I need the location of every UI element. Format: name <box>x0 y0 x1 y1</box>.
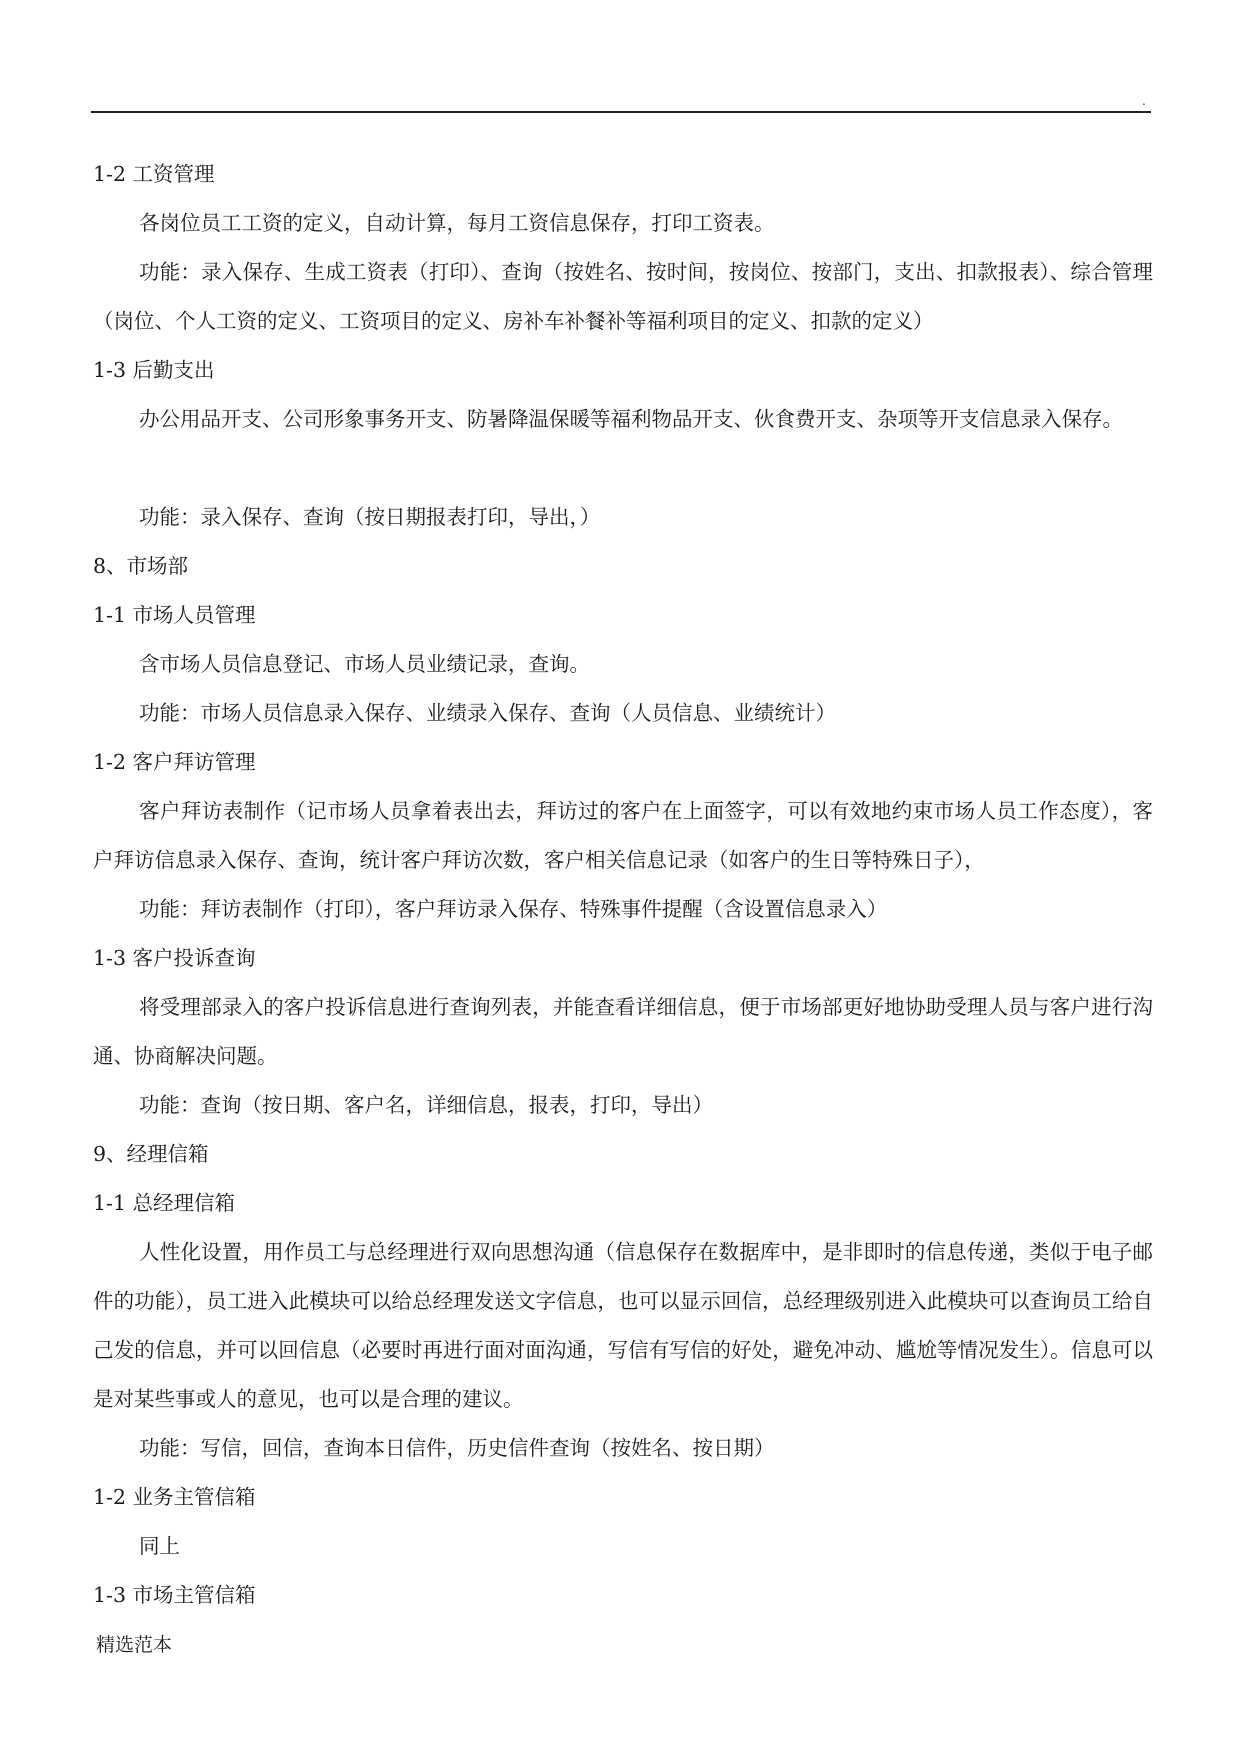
section-heading: 1-3 后勤支出 <box>93 358 215 382</box>
body-paragraph: 办公用品开支、公司形象事务开支、防暑降温保暖等福利物品开支、伙食费开支、杂项等开支信息录入保存。 <box>139 407 1123 431</box>
function-paragraph: 功能：录入保存、查询（按日期报表打印，导出，） <box>139 505 601 529</box>
section-heading: 1-3 市场主管信箱 <box>93 1583 256 1607</box>
body-paragraph: 客户拜访表制作（记市场人员拿着表出去，拜访过的客户在上面签字，可以有效地约束市场人员工作态度），客户拜访信息录入保存、查询，统计客户拜访次数，客户相关信息记录（如客户的生日等特殊日子）， <box>93 799 1153 872</box>
header-mark: . <box>1142 94 1146 108</box>
function-paragraph: 功能：拜访表制作（打印），客户拜访录入保存、特殊事件提醒（含设置信息录入） <box>139 897 888 921</box>
section-heading: 1-2 工资管理 <box>93 162 215 186</box>
page-footer: 精选范本 <box>96 1634 173 1656</box>
body-paragraph: 同上 <box>139 1534 180 1558</box>
section-heading: 1-3 客户投诉查询 <box>93 946 256 970</box>
chapter-heading: 8、市场部 <box>93 554 189 578</box>
function-paragraph: 功能：查询（按日期、客户名，详细信息，报表，打印，导出） <box>139 1093 713 1117</box>
section-heading: 1-1 市场人员管理 <box>93 603 256 627</box>
body-paragraph: 人性化设置，用作员工与总经理进行双向思想沟通（信息保存在数据库中，是非即时的信息传递，类似于电子邮件的功能），员工进入此模块可以给总经理发送文字信息，也可以显示回信，总经理级别进入此模块可以查询员工给自己发的信息，并可以回信息（必要时再进行面对面沟通，写信有写信的好处，避免冲动、尴尬等情况发生）。信息可以是对某些事或人的意见，也可以是合理的建议。 <box>93 1240 1153 1411</box>
function-paragraph: 功能：市场人员信息录入保存、业绩录入保存、查询（人员信息、业绩统计） <box>139 701 836 725</box>
body-paragraph: 各岗位员工工资的定义，自动计算，每月工资信息保存，打印工资表。 <box>139 211 775 235</box>
section-heading: 1-2 业务主管信箱 <box>93 1485 256 1509</box>
chapter-heading: 9、经理信箱 <box>93 1142 209 1166</box>
function-paragraph: 功能：录入保存、生成工资表（打印）、查询（按姓名、按时间，按岗位、按部门，支出、扣款报表）、综合管理（岗位、个人工资的定义、工资项目的定义、房补车补餐补等福利项目的定义、扣款的定义） <box>93 260 1153 333</box>
section-heading: 1-1 总经理信箱 <box>93 1191 236 1215</box>
section-heading: 1-2 客户拜访管理 <box>93 750 256 774</box>
body-paragraph: 将受理部录入的客户投诉信息进行查询列表，并能查看详细信息，便于市场部更好地协助受理人员与客户进行沟通、协商解决问题。 <box>93 995 1153 1068</box>
function-paragraph: 功能：写信，回信，查询本日信件，历史信件查询（按姓名、按日期） <box>139 1436 775 1460</box>
header-rule <box>91 111 1151 113</box>
body-paragraph: 含市场人员信息登记、市场人员业绩记录，查询。 <box>139 652 590 676</box>
